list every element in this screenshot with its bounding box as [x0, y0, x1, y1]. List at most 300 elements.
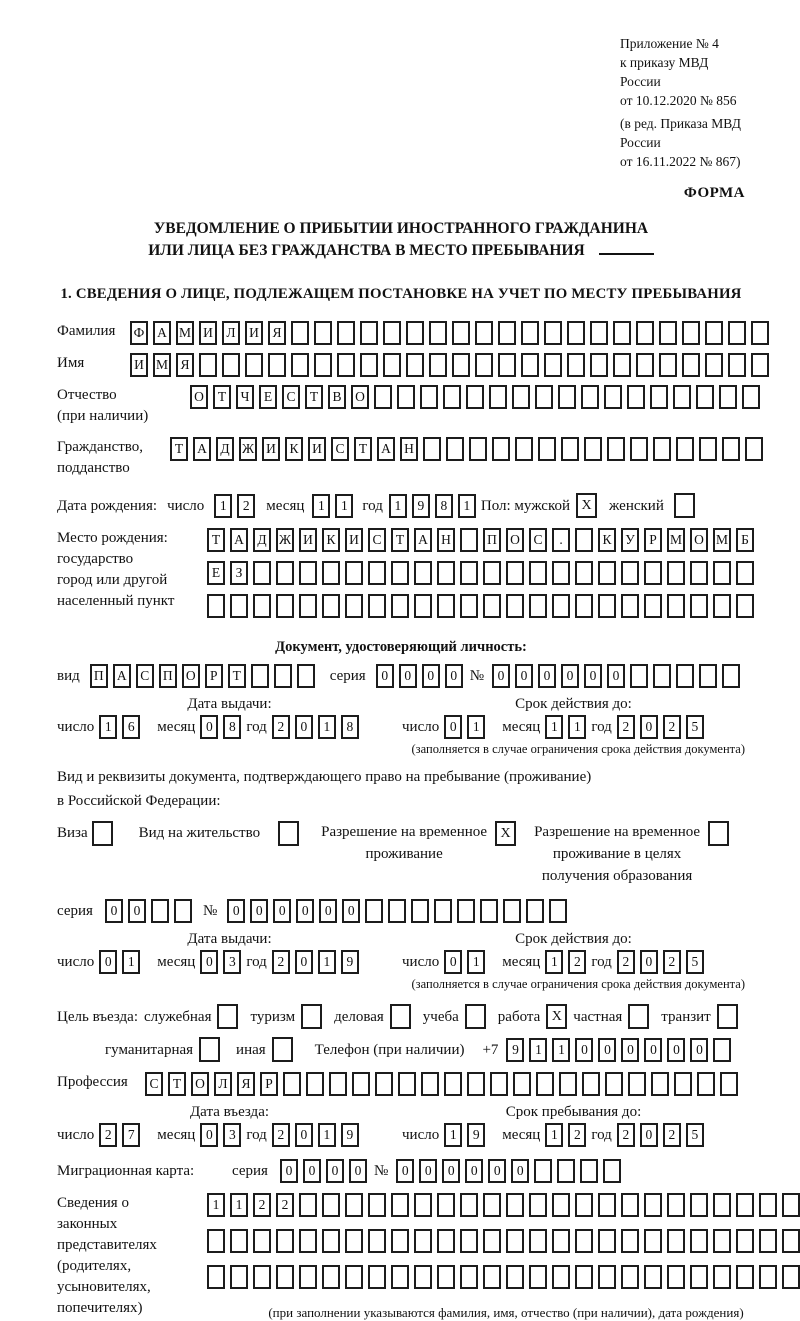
char-cell[interactable]: 0 [295, 950, 313, 974]
char-cell[interactable] [429, 321, 447, 345]
char-cell[interactable]: Ж [239, 437, 257, 461]
char-cell[interactable]: 1 [230, 1193, 248, 1217]
char-cell[interactable]: 3 [223, 1123, 241, 1147]
char-cell[interactable]: 0 [488, 1159, 506, 1183]
char-cell[interactable]: М [153, 353, 171, 377]
char-cell[interactable] [529, 1193, 547, 1217]
char-cell[interactable] [529, 1229, 547, 1253]
char-cell[interactable]: . [552, 528, 570, 552]
char-cell[interactable]: 0 [303, 1159, 321, 1183]
residence-valid-day-cells[interactable] [444, 950, 490, 974]
char-cell[interactable]: С [145, 1072, 163, 1096]
char-cell[interactable] [581, 385, 599, 409]
char-cell[interactable]: Ч [236, 385, 254, 409]
char-cell[interactable]: 0 [690, 1038, 708, 1062]
char-cell[interactable]: П [90, 664, 108, 688]
char-cell[interactable]: 1 [467, 715, 485, 739]
valid-month-cells[interactable] [545, 715, 591, 739]
char-cell[interactable] [391, 594, 409, 618]
char-cell[interactable] [512, 385, 530, 409]
char-cell[interactable] [759, 1265, 777, 1289]
char-cell[interactable]: 2 [617, 715, 635, 739]
char-cell[interactable] [414, 594, 432, 618]
char-cell[interactable]: 0 [295, 715, 313, 739]
char-cell[interactable]: С [136, 664, 154, 688]
char-cell[interactable] [322, 561, 340, 585]
char-cell[interactable] [736, 594, 754, 618]
char-cell[interactable]: Т [213, 385, 231, 409]
char-cell[interactable] [446, 437, 464, 461]
char-cell[interactable]: 0 [444, 950, 462, 974]
char-cell[interactable] [736, 561, 754, 585]
char-cell[interactable] [506, 561, 524, 585]
char-cell[interactable]: 1 [444, 1123, 462, 1147]
char-cell[interactable] [713, 1229, 731, 1253]
char-cell[interactable] [460, 1193, 478, 1217]
char-cell[interactable]: 0 [280, 1159, 298, 1183]
char-cell[interactable]: О [351, 385, 369, 409]
char-cell[interactable]: 0 [319, 899, 337, 923]
char-cell[interactable] [299, 1193, 317, 1217]
char-cell[interactable]: 8 [341, 715, 359, 739]
char-cell[interactable]: 0 [227, 899, 245, 923]
char-cell[interactable] [575, 1265, 593, 1289]
representatives-row1-cells[interactable] [207, 1193, 800, 1217]
char-cell[interactable] [506, 1193, 524, 1217]
char-cell[interactable]: 5 [686, 1123, 704, 1147]
char-cell[interactable]: 1 [458, 494, 476, 518]
phone-cells[interactable] [506, 1038, 736, 1062]
char-cell[interactable]: Т [168, 1072, 186, 1096]
char-cell[interactable] [483, 1229, 501, 1253]
issue-day-cells[interactable] [99, 715, 145, 739]
char-cell[interactable] [489, 385, 507, 409]
entry-month-cells[interactable] [200, 1123, 246, 1147]
profession-cells[interactable] [145, 1072, 743, 1096]
char-cell[interactable]: 0 [399, 664, 417, 688]
char-cell[interactable]: 1 [545, 950, 563, 974]
doc-number-cells[interactable] [492, 664, 745, 688]
char-cell[interactable]: А [193, 437, 211, 461]
valid-day-cells[interactable] [444, 715, 490, 739]
char-cell[interactable] [782, 1265, 800, 1289]
char-cell[interactable] [751, 353, 769, 377]
purpose-transit-checkbox[interactable] [717, 1004, 738, 1029]
char-cell[interactable]: 0 [326, 1159, 344, 1183]
char-cell[interactable]: Я [268, 321, 286, 345]
char-cell[interactable] [575, 1229, 593, 1253]
char-cell[interactable]: 6 [122, 715, 140, 739]
char-cell[interactable]: 0 [296, 899, 314, 923]
char-cell[interactable] [437, 1229, 455, 1253]
stay-month-cells[interactable] [545, 1123, 591, 1147]
char-cell[interactable] [659, 321, 677, 345]
char-cell[interactable]: Я [176, 353, 194, 377]
char-cell[interactable] [480, 899, 498, 923]
char-cell[interactable]: 2 [276, 1193, 294, 1217]
char-cell[interactable] [345, 1265, 363, 1289]
char-cell[interactable]: 1 [552, 1038, 570, 1062]
char-cell[interactable]: Т [228, 664, 246, 688]
char-cell[interactable] [630, 664, 648, 688]
char-cell[interactable] [521, 321, 539, 345]
char-cell[interactable] [475, 321, 493, 345]
char-cell[interactable] [245, 353, 263, 377]
char-cell[interactable] [690, 1265, 708, 1289]
char-cell[interactable] [535, 385, 553, 409]
patronymic-cells[interactable] [190, 385, 765, 409]
char-cell[interactable]: 0 [442, 1159, 460, 1183]
char-cell[interactable]: О [190, 385, 208, 409]
char-cell[interactable] [460, 561, 478, 585]
char-cell[interactable]: 9 [467, 1123, 485, 1147]
char-cell[interactable] [552, 1229, 570, 1253]
char-cell[interactable] [552, 1193, 570, 1217]
char-cell[interactable] [506, 1265, 524, 1289]
char-cell[interactable]: 0 [607, 664, 625, 688]
char-cell[interactable] [653, 664, 671, 688]
char-cell[interactable] [759, 1193, 777, 1217]
char-cell[interactable] [736, 1193, 754, 1217]
char-cell[interactable] [222, 353, 240, 377]
char-cell[interactable] [365, 899, 383, 923]
char-cell[interactable] [705, 353, 723, 377]
char-cell[interactable] [498, 353, 516, 377]
char-cell[interactable] [388, 899, 406, 923]
char-cell[interactable]: У [621, 528, 639, 552]
char-cell[interactable] [728, 321, 746, 345]
char-cell[interactable]: 0 [621, 1038, 639, 1062]
char-cell[interactable] [452, 353, 470, 377]
char-cell[interactable] [230, 1265, 248, 1289]
char-cell[interactable]: О [506, 528, 524, 552]
char-cell[interactable]: 0 [422, 664, 440, 688]
char-cell[interactable] [728, 353, 746, 377]
purpose-tourism-checkbox[interactable] [301, 1004, 322, 1029]
char-cell[interactable] [253, 594, 271, 618]
char-cell[interactable]: 2 [272, 715, 290, 739]
char-cell[interactable]: 1 [467, 950, 485, 974]
char-cell[interactable] [345, 1193, 363, 1217]
purpose-official-checkbox[interactable] [217, 1004, 238, 1029]
residence-issue-month-cells[interactable] [200, 950, 246, 974]
char-cell[interactable]: 1 [545, 715, 563, 739]
char-cell[interactable] [207, 594, 225, 618]
char-cell[interactable]: И [199, 321, 217, 345]
char-cell[interactable] [467, 1072, 485, 1096]
valid-year-cells[interactable] [617, 715, 709, 739]
char-cell[interactable]: И [345, 528, 363, 552]
char-cell[interactable] [713, 1193, 731, 1217]
char-cell[interactable]: Ф [130, 321, 148, 345]
char-cell[interactable] [584, 437, 602, 461]
char-cell[interactable] [306, 1072, 324, 1096]
char-cell[interactable] [483, 1265, 501, 1289]
char-cell[interactable] [529, 594, 547, 618]
char-cell[interactable] [673, 385, 691, 409]
char-cell[interactable] [276, 1265, 294, 1289]
char-cell[interactable]: 0 [515, 664, 533, 688]
char-cell[interactable] [598, 594, 616, 618]
char-cell[interactable] [322, 1229, 340, 1253]
char-cell[interactable] [444, 1072, 462, 1096]
char-cell[interactable]: 2 [617, 1123, 635, 1147]
char-cell[interactable] [368, 1265, 386, 1289]
char-cell[interactable]: 8 [435, 494, 453, 518]
char-cell[interactable] [276, 594, 294, 618]
char-cell[interactable] [466, 385, 484, 409]
char-cell[interactable]: А [113, 664, 131, 688]
char-cell[interactable]: 0 [128, 899, 146, 923]
doc-series-cells[interactable] [376, 664, 468, 688]
char-cell[interactable]: 2 [568, 950, 586, 974]
char-cell[interactable]: К [598, 528, 616, 552]
char-cell[interactable] [406, 353, 424, 377]
char-cell[interactable] [636, 353, 654, 377]
residence-valid-month-cells[interactable] [545, 950, 591, 974]
char-cell[interactable] [368, 1229, 386, 1253]
residence-issue-year-cells[interactable] [272, 950, 364, 974]
char-cell[interactable] [651, 1072, 669, 1096]
char-cell[interactable]: К [322, 528, 340, 552]
char-cell[interactable]: А [414, 528, 432, 552]
char-cell[interactable] [291, 321, 309, 345]
char-cell[interactable] [391, 1229, 409, 1253]
char-cell[interactable]: 0 [376, 664, 394, 688]
birthplace-row1-cells[interactable] [207, 528, 759, 552]
char-cell[interactable] [690, 594, 708, 618]
char-cell[interactable] [414, 1229, 432, 1253]
char-cell[interactable]: О [191, 1072, 209, 1096]
char-cell[interactable] [682, 321, 700, 345]
char-cell[interactable] [251, 664, 269, 688]
char-cell[interactable]: П [483, 528, 501, 552]
char-cell[interactable] [383, 353, 401, 377]
char-cell[interactable] [536, 1072, 554, 1096]
char-cell[interactable]: 8 [223, 715, 241, 739]
char-cell[interactable] [582, 1072, 600, 1096]
doc-type-cells[interactable] [90, 664, 320, 688]
char-cell[interactable] [368, 594, 386, 618]
char-cell[interactable] [291, 353, 309, 377]
char-cell[interactable]: 7 [122, 1123, 140, 1147]
char-cell[interactable] [676, 664, 694, 688]
char-cell[interactable] [630, 437, 648, 461]
char-cell[interactable] [337, 353, 355, 377]
entry-year-cells[interactable] [272, 1123, 364, 1147]
char-cell[interactable] [443, 385, 461, 409]
char-cell[interactable] [506, 1229, 524, 1253]
char-cell[interactable] [605, 1072, 623, 1096]
purpose-work-checkbox[interactable]: X [546, 1004, 567, 1029]
char-cell[interactable] [613, 353, 631, 377]
char-cell[interactable] [437, 594, 455, 618]
char-cell[interactable] [653, 437, 671, 461]
char-cell[interactable] [549, 899, 567, 923]
char-cell[interactable] [297, 664, 315, 688]
char-cell[interactable]: 5 [686, 715, 704, 739]
char-cell[interactable]: 9 [341, 950, 359, 974]
char-cell[interactable]: 2 [617, 950, 635, 974]
char-cell[interactable] [299, 1265, 317, 1289]
purpose-business-checkbox[interactable] [390, 1004, 411, 1029]
char-cell[interactable] [391, 1265, 409, 1289]
char-cell[interactable]: О [182, 664, 200, 688]
char-cell[interactable] [529, 1265, 547, 1289]
visa-checkbox[interactable] [92, 821, 113, 846]
char-cell[interactable]: 0 [640, 715, 658, 739]
char-cell[interactable]: 1 [318, 1123, 336, 1147]
char-cell[interactable] [667, 1265, 685, 1289]
char-cell[interactable] [274, 664, 292, 688]
char-cell[interactable] [276, 561, 294, 585]
stay-day-cells[interactable] [444, 1123, 490, 1147]
char-cell[interactable] [705, 321, 723, 345]
char-cell[interactable] [230, 594, 248, 618]
char-cell[interactable] [567, 321, 585, 345]
char-cell[interactable] [429, 353, 447, 377]
char-cell[interactable] [437, 1265, 455, 1289]
char-cell[interactable]: Л [222, 321, 240, 345]
char-cell[interactable] [437, 1193, 455, 1217]
char-cell[interactable]: 1 [389, 494, 407, 518]
char-cell[interactable] [360, 353, 378, 377]
char-cell[interactable] [736, 1265, 754, 1289]
char-cell[interactable] [345, 561, 363, 585]
char-cell[interactable] [374, 385, 392, 409]
residence-issue-day-cells[interactable] [99, 950, 145, 974]
char-cell[interactable]: Н [437, 528, 455, 552]
char-cell[interactable] [457, 899, 475, 923]
representatives-row3-cells[interactable] [207, 1265, 800, 1289]
char-cell[interactable]: Д [253, 528, 271, 552]
char-cell[interactable] [253, 561, 271, 585]
char-cell[interactable] [690, 1229, 708, 1253]
char-cell[interactable]: Д [216, 437, 234, 461]
char-cell[interactable] [636, 321, 654, 345]
char-cell[interactable] [575, 594, 593, 618]
char-cell[interactable] [598, 561, 616, 585]
char-cell[interactable]: И [245, 321, 263, 345]
char-cell[interactable]: В [328, 385, 346, 409]
char-cell[interactable] [526, 899, 544, 923]
char-cell[interactable] [736, 1229, 754, 1253]
char-cell[interactable]: Т [354, 437, 372, 461]
char-cell[interactable]: 1 [529, 1038, 547, 1062]
char-cell[interactable] [513, 1072, 531, 1096]
char-cell[interactable] [751, 321, 769, 345]
char-cell[interactable]: М [176, 321, 194, 345]
gender-male-checkbox[interactable]: X [576, 493, 597, 518]
char-cell[interactable] [598, 1193, 616, 1217]
char-cell[interactable] [283, 1072, 301, 1096]
char-cell[interactable] [469, 437, 487, 461]
char-cell[interactable]: И [262, 437, 280, 461]
char-cell[interactable]: 1 [312, 494, 330, 518]
char-cell[interactable] [490, 1072, 508, 1096]
entry-day-cells[interactable] [99, 1123, 145, 1147]
char-cell[interactable] [667, 1193, 685, 1217]
char-cell[interactable] [337, 321, 355, 345]
char-cell[interactable] [414, 561, 432, 585]
char-cell[interactable] [590, 321, 608, 345]
char-cell[interactable] [575, 528, 593, 552]
char-cell[interactable] [174, 899, 192, 923]
char-cell[interactable]: Я [237, 1072, 255, 1096]
char-cell[interactable] [276, 1229, 294, 1253]
char-cell[interactable] [561, 437, 579, 461]
char-cell[interactable]: 0 [445, 664, 463, 688]
char-cell[interactable]: Р [644, 528, 662, 552]
char-cell[interactable] [151, 899, 169, 923]
firstname-cells[interactable] [130, 353, 774, 377]
char-cell[interactable] [674, 1072, 692, 1096]
surname-cells[interactable] [130, 321, 774, 345]
char-cell[interactable]: Т [170, 437, 188, 461]
temp-residence-edu-checkbox[interactable] [708, 821, 729, 846]
char-cell[interactable] [414, 1193, 432, 1217]
char-cell[interactable] [697, 1072, 715, 1096]
temp-residence-checkbox[interactable]: X [495, 821, 516, 846]
char-cell[interactable] [368, 561, 386, 585]
char-cell[interactable]: 2 [272, 1123, 290, 1147]
char-cell[interactable]: 0 [419, 1159, 437, 1183]
char-cell[interactable]: 0 [640, 950, 658, 974]
char-cell[interactable] [492, 437, 510, 461]
char-cell[interactable] [314, 321, 332, 345]
char-cell[interactable] [368, 1193, 386, 1217]
char-cell[interactable]: 0 [644, 1038, 662, 1062]
char-cell[interactable] [515, 437, 533, 461]
char-cell[interactable] [437, 561, 455, 585]
char-cell[interactable] [460, 528, 478, 552]
char-cell[interactable]: 0 [575, 1038, 593, 1062]
char-cell[interactable] [667, 1229, 685, 1253]
char-cell[interactable] [498, 321, 516, 345]
char-cell[interactable] [230, 1229, 248, 1253]
char-cell[interactable] [628, 1072, 646, 1096]
char-cell[interactable] [558, 385, 576, 409]
char-cell[interactable]: 0 [511, 1159, 529, 1183]
gender-female-checkbox[interactable] [674, 493, 695, 518]
char-cell[interactable]: 9 [412, 494, 430, 518]
birth-year-cells[interactable] [389, 494, 481, 518]
char-cell[interactable]: 0 [295, 1123, 313, 1147]
char-cell[interactable] [420, 385, 438, 409]
char-cell[interactable]: К [285, 437, 303, 461]
char-cell[interactable] [621, 561, 639, 585]
char-cell[interactable] [345, 1229, 363, 1253]
residence-permit-checkbox[interactable] [278, 821, 299, 846]
char-cell[interactable]: 0 [342, 899, 360, 923]
char-cell[interactable]: 0 [200, 715, 218, 739]
char-cell[interactable] [713, 561, 731, 585]
char-cell[interactable] [713, 1038, 731, 1062]
char-cell[interactable]: Т [391, 528, 409, 552]
char-cell[interactable] [452, 321, 470, 345]
char-cell[interactable] [722, 664, 740, 688]
char-cell[interactable] [268, 353, 286, 377]
char-cell[interactable] [322, 594, 340, 618]
birthplace-row2-cells[interactable] [207, 561, 759, 585]
char-cell[interactable] [544, 353, 562, 377]
char-cell[interactable] [460, 1229, 478, 1253]
char-cell[interactable] [421, 1072, 439, 1096]
char-cell[interactable]: Т [207, 528, 225, 552]
representatives-row2-cells[interactable] [207, 1229, 800, 1253]
char-cell[interactable]: Т [305, 385, 323, 409]
char-cell[interactable]: А [377, 437, 395, 461]
